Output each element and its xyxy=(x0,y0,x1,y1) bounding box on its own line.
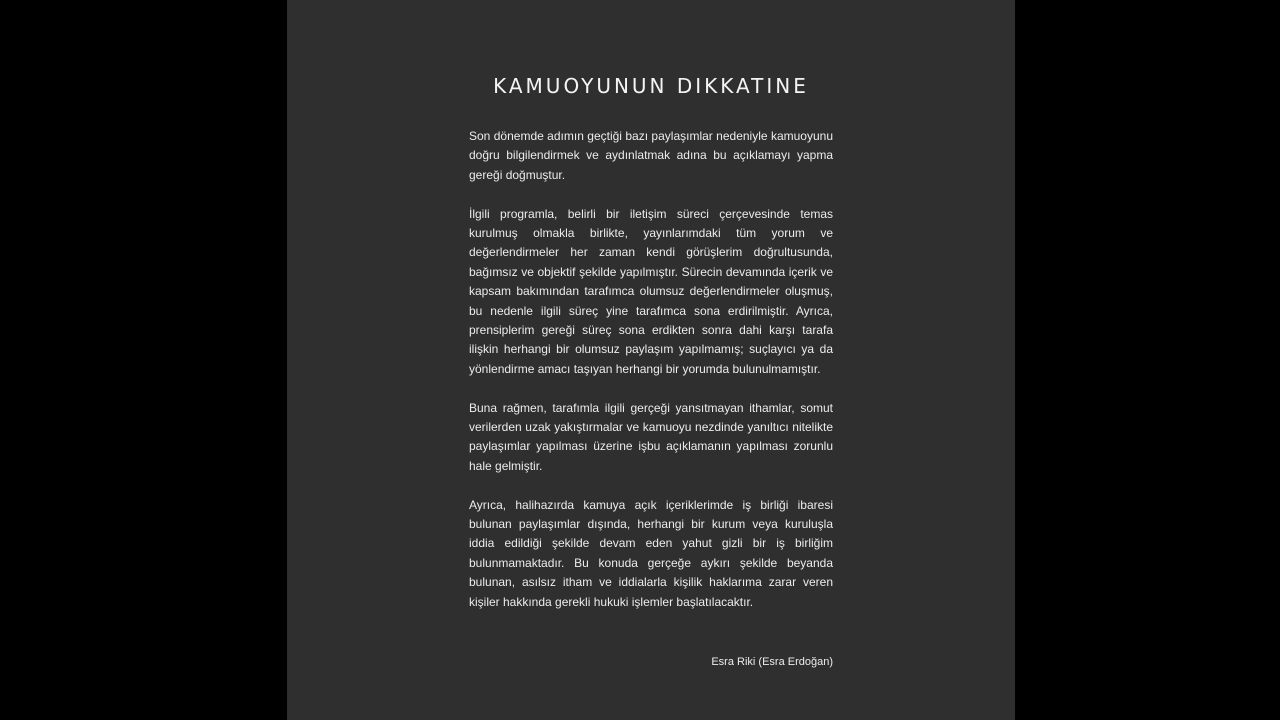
paragraph-1: Son dönemde adımın geçtiği bazı paylaşımlar nedeniyle kamuoyunu doğru bilgilendirmek ve aydınlatmak adına bu açıklamayı yapma gereği doğmuştur. xyxy=(469,129,833,182)
paragraph-4: Ayrıca, halihazırda kamuya açık içeriklerimde iş birliği ibaresi bulunan paylaşımlar dışında, herhangi bir kurum veya kuruluşla iddia edildiği şekilde devam eden yahut gizli bir iş birliğim bulunmamaktadır. Bu konuda gerçeğe aykırı şekilde beyanda bulunan, asılsız itham ve iddialarla kişilik haklarıma zarar veren kişiler hakkında gerekli hukuki işlemler başlatılacaktır. xyxy=(469,497,833,609)
paragraph-2: İlgili programla, belirli bir iletişim süreci çerçevesinde temas kurulmuş olmakla birlikte, yayınlarımdaki tüm yorum ve değerlendirmeler her zaman kendi görüşlerim doğrultusunda, bağımsız ve objektif şekilde yapılmıştır. Sürecin devamında içerik ve kapsam bakımından tarafımca olumsuz değerlendirmeler oluşmuş, bu nedenle ilgili süreç yine tarafımca sona erdirilmiştir. Ayrıca, prensiplerim gereği süreç sona erdikten sonra dahi karşı tarafa ilişkin herhangi bir olumsuz paylaşım yapılmamış; suçlayıcı ya da yönlendirme amacı taşıyan herhangi bir yorumda bulunulmamıştır. xyxy=(469,206,833,376)
paragraph-3: Buna rağmen, tarafımla ilgili gerçeği yansıtmayan ithamlar, somut verilerden uzak yakıştırmalar ve kamuoyu nezdinde yanıltıcı nitelikte paylaşımlar yapılması üzerine işbu açıklamanın yapılması zorunlu hale gelmiştir. xyxy=(469,400,833,473)
statement-body xyxy=(469,127,833,632)
statement-title: KAMUOYUNUN DIKKATINE xyxy=(493,74,809,98)
statement-panel xyxy=(287,0,1015,720)
signature: Esra Riki (Esra Erdoğan) xyxy=(711,656,833,668)
